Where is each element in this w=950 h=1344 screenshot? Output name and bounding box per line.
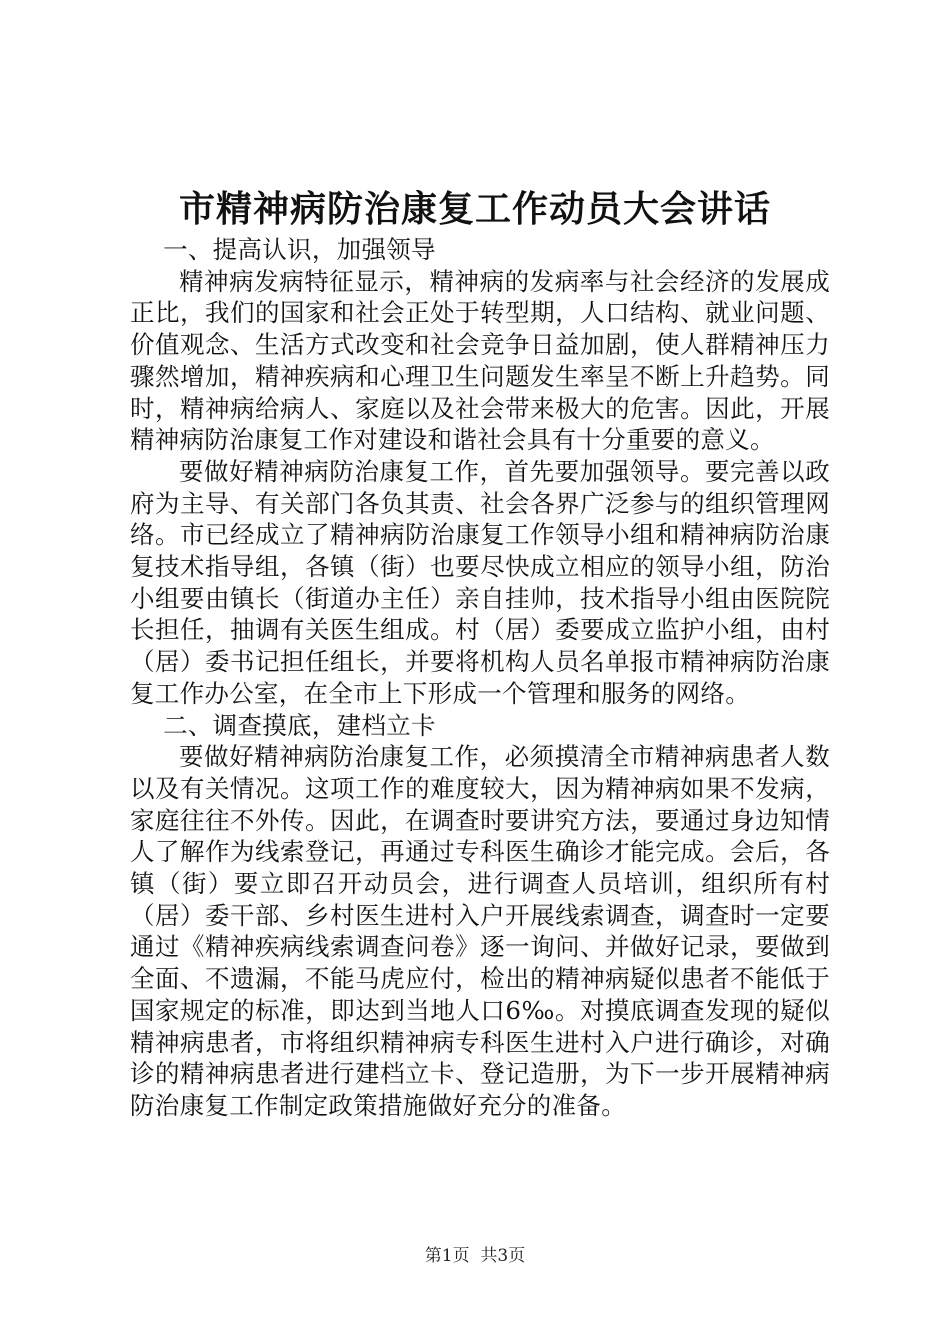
document-body xyxy=(130,234,830,1122)
section-heading: 二、调查摸底，建档立卡 xyxy=(163,710,436,740)
page-number: 第1页 xyxy=(424,1246,470,1266)
document-title: 市精神病防治康复工作动员大会讲话 xyxy=(178,188,771,230)
body-paragraph: 要做好精神病防治康复工作，首先要加强领导。要完善以政府为主导、有关部门各负其责、社会各界广泛参与的组织管理网络。市已经成立了精神病防治康复工作领导小组和精神病防治康复技术指导组，各镇（街）也要尽快成立相应的领导小组，防治小组要由镇长（街道办主任）亲自挂帅，技术指导小组由医院院长担任，抽调有关医生组成。村（居）委要成立监护小组，由村（居）委书记担任组长，并要将机构人员名单报市精神病防治康复工作办公室，在全市上下形成一个管理和服务的网络。 xyxy=(130,456,830,708)
page-footer xyxy=(0,1244,950,1268)
section-heading: 一、提高认识，加强领导 xyxy=(163,235,436,264)
body-paragraph: 要做好精神病防治康复工作，必须摸清全市精神病患者人数以及有关情况。这项工作的难度较大，因为精神病如果不发病，家庭往往不外传。因此，在调查时要讲究方法，要通过身边知情人了解作为线索登记，再通过专科医生确诊才能完成。会后，各镇（街）要立即召开动员会，进行调查人员培训，组织所有村（居）委干部、乡村医生进村入户开展线索调查，调查时一定要通过《精神疾病线索调查问卷》逐一询问、并做好记录，要做到全面、不遗漏，不能马虎应付，检出的精神病疑似患者不能低于国家规定的标准，即达到当地人口6‰。对摸底调查发现的疑似精神病患者，市将组织精神病专科医生进村入户进行确诊，对确诊的精神病患者进行建档立卡、登记造册，为下一步开展精神病防治康复工作制定政策措施做好充分的准备。 xyxy=(130,742,830,1120)
body-paragraph: 精神病发病特征显示，精神病的发病率与社会经济的发展成正比，我们的国家和社会正处于转型期，人口结构、就业问题、价值观念、生活方式改变和社会竞争日益加剧，使人群精神压力骤然增加，精神疾病和心理卫生问题发生率呈不断上升趋势。同时，精神病给病人、家庭以及社会带来极大的危害。因此，开展精神病防治康复工作对建设和谐社会具有十分重要的意义。 xyxy=(130,266,830,455)
page-total: 共3页 xyxy=(480,1246,526,1266)
